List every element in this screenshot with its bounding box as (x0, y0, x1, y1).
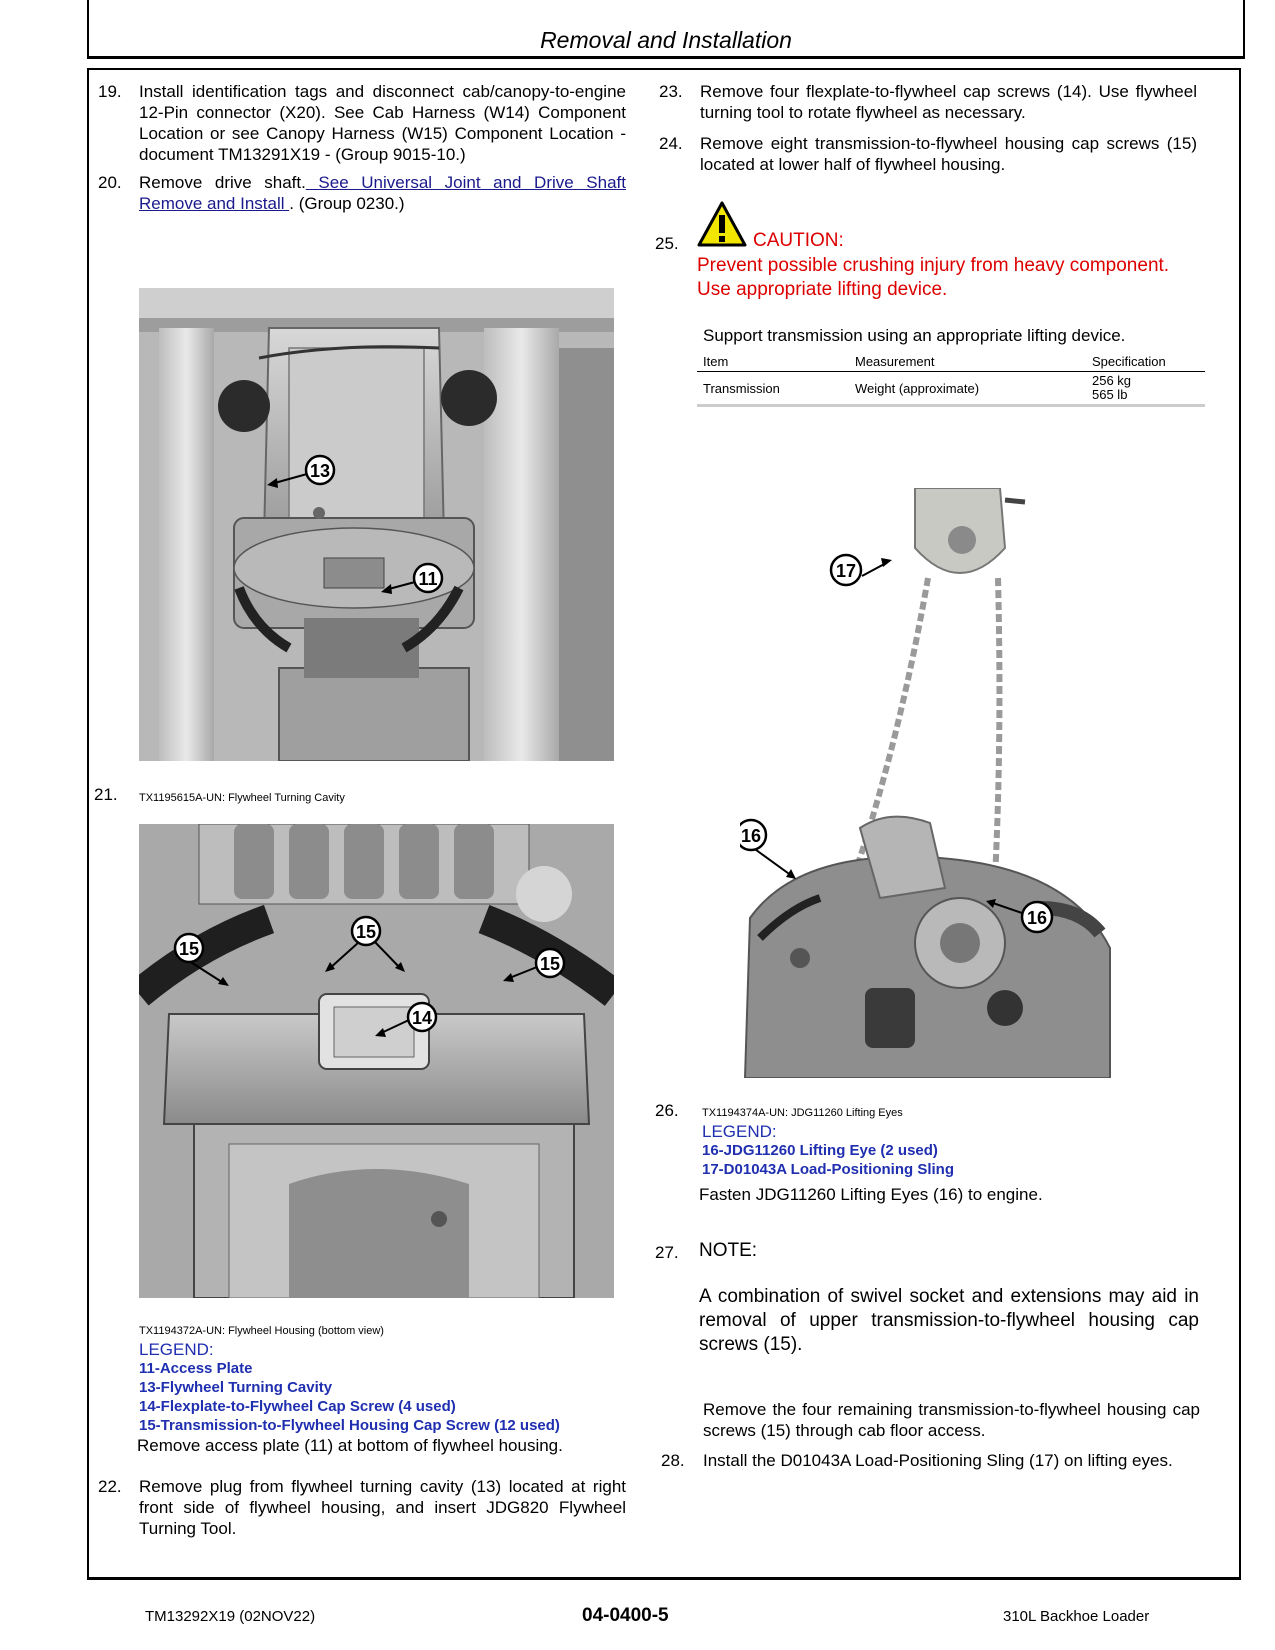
spec-kg: 256 kg (1092, 373, 1132, 388)
step-28 (661, 1450, 1199, 1494)
figure-caption: TX1194374A-UN: JDG11260 Lifting Eyes (702, 1107, 903, 1119)
callout-15-right-label: 15 (539, 954, 561, 974)
step-number: 24. (659, 134, 683, 153)
caution-text: Prevent possible crushing injury from heavy component. Use appropriate lifting device. (697, 255, 1170, 300)
header-frame (87, 0, 1245, 59)
remove-remaining-screws-text: Remove the four remaining transmission-to-flywheel housing cap screws (15) through cab floor access. (703, 1400, 1200, 1440)
step-text (139, 172, 626, 214)
table-cell-measurement: Weight (approximate) (849, 372, 1086, 406)
right-legend (702, 1122, 1202, 1179)
step-text: Remove plug from flywheel turning cavity (13) located at right front side of flywheel housing, and insert JDG820 Flywheel Turning Tool. (139, 1477, 626, 1538)
step-text: Remove eight transmission-to-flywheel housing cap screws (15) located at lower half of flywheel housing. (700, 134, 1197, 174)
table-cell-item: Transmission (697, 372, 849, 406)
legend-item: 15-Transmission-to-Flywheel Housing Cap Screw (12 used) (139, 1417, 560, 1434)
page-title: Removal and Installation (540, 27, 792, 53)
legend-item: 17-D01043A Load-Positioning Sling (702, 1161, 954, 1178)
step-25 (655, 233, 695, 255)
spec-lb: 565 lb (1092, 387, 1128, 402)
step-text: Remove four flexplate-to-flywheel cap screws (14). Use flywheel turning tool to rotate flywheel as necessary. (700, 82, 1197, 122)
lifting-eyes-photo (740, 488, 1120, 1078)
caution-warning-icon (697, 201, 747, 247)
footer-machine-name: 310L Backhoe Loader (1003, 1608, 1150, 1625)
table-header-item: Item (697, 352, 849, 372)
note-text: A combination of swivel socket and extensions may aid in removal of upper transmission-to-flywheel housing cap screws (15). (699, 1286, 1199, 1355)
table-header-specification: Specification (1086, 352, 1205, 372)
caution-title: CAUTION: (753, 230, 844, 251)
engine-bottom-illustration (139, 288, 614, 761)
step-text: Install identification tags and disconnect cab/canopy-to-engine 12-Pin connector (X20). See Cab Harness (W14) Component Location or see Canopy Harness (W15) Component Location - document TM13291X19 - (Group 9015-10.) (139, 82, 626, 164)
step-text: Install the D01043A Load-Positioning Sling (17) on lifting eyes. (703, 1451, 1173, 1470)
callout-11-label: 11 (418, 569, 438, 589)
access-plate-instruction: Remove access plate (11) at bottom of flywheel housing. (137, 1436, 563, 1455)
step-22 (98, 1476, 628, 1540)
fasten-lifting-eyes-text: Fasten JDG11260 Lifting Eyes (16) to engine. (699, 1185, 1043, 1204)
legend-item: 14-Flexplate-to-Flywheel Cap Screw (4 used) (139, 1398, 456, 1415)
step-number: 20. (98, 173, 122, 192)
callout-13-label: 13 (309, 461, 331, 481)
note-title: NOTE: (699, 1240, 758, 1261)
flywheel-turning-cavity-photo (139, 288, 614, 761)
step-text-pre: Remove drive shaft. (139, 173, 306, 192)
step-number: 27. (655, 1243, 679, 1262)
legend-title: LEGEND: (702, 1122, 777, 1141)
engine-lifting-illustration (740, 488, 1120, 1078)
step-19 (98, 81, 628, 165)
figure-caption: TX1194372A-UN: Flywheel Housing (bottom view) (139, 1325, 384, 1337)
step-text-post: . (Group 0230.) (289, 194, 405, 213)
callout-16-left-label: 16 (740, 826, 762, 846)
step-23 (659, 81, 1197, 125)
table-header-measurement: Measurement (849, 352, 1086, 372)
callout-16-right-label: 16 (1026, 908, 1048, 928)
footer-page-number: 04-0400-5 (582, 1605, 669, 1626)
step-26 (655, 1100, 695, 1122)
callout-15-center-label: 15 (355, 922, 377, 942)
table-row (697, 372, 1205, 406)
legend-item: 16-JDG11260 Lifting Eye (2 used) (702, 1142, 938, 1159)
flywheel-housing-photo (139, 824, 614, 1298)
callout-14-label: 14 (411, 1008, 433, 1028)
left-legend (139, 1340, 629, 1435)
callout-15-left-label: 15 (178, 939, 200, 959)
legend-item: 13-Flywheel Turning Cavity (139, 1379, 333, 1396)
step-number: 23. (659, 82, 683, 101)
legend-item: 11-Access Plate (139, 1360, 253, 1377)
legend-title: LEGEND: (139, 1340, 214, 1359)
step-20 (98, 172, 628, 216)
footer-document-id: TM13292X19 (02NOV22) (145, 1608, 316, 1625)
step-number: 26. (655, 1101, 679, 1120)
step-21 (94, 784, 134, 806)
callout-17-label: 17 (835, 561, 857, 581)
step-number: 25. (655, 234, 679, 253)
step-number: 28. (661, 1451, 685, 1470)
step-number: 19. (98, 82, 122, 101)
step-number: 22. (98, 1477, 122, 1496)
flywheel-housing-illustration (139, 824, 614, 1298)
step-24 (659, 133, 1197, 177)
table-cell-specification (1086, 372, 1205, 406)
universal-joint-link[interactable]: See Universal Joint and Drive Shaft Remove and Install (139, 173, 626, 213)
figure-caption: TX1195615A-UN: Flywheel Turning Cavity (139, 792, 345, 804)
support-transmission-text: Support transmission using an appropriate lifting device. (703, 326, 1126, 345)
step-27 (655, 1242, 695, 1264)
specification-table (697, 352, 1205, 407)
step-number: 21. (94, 785, 118, 804)
